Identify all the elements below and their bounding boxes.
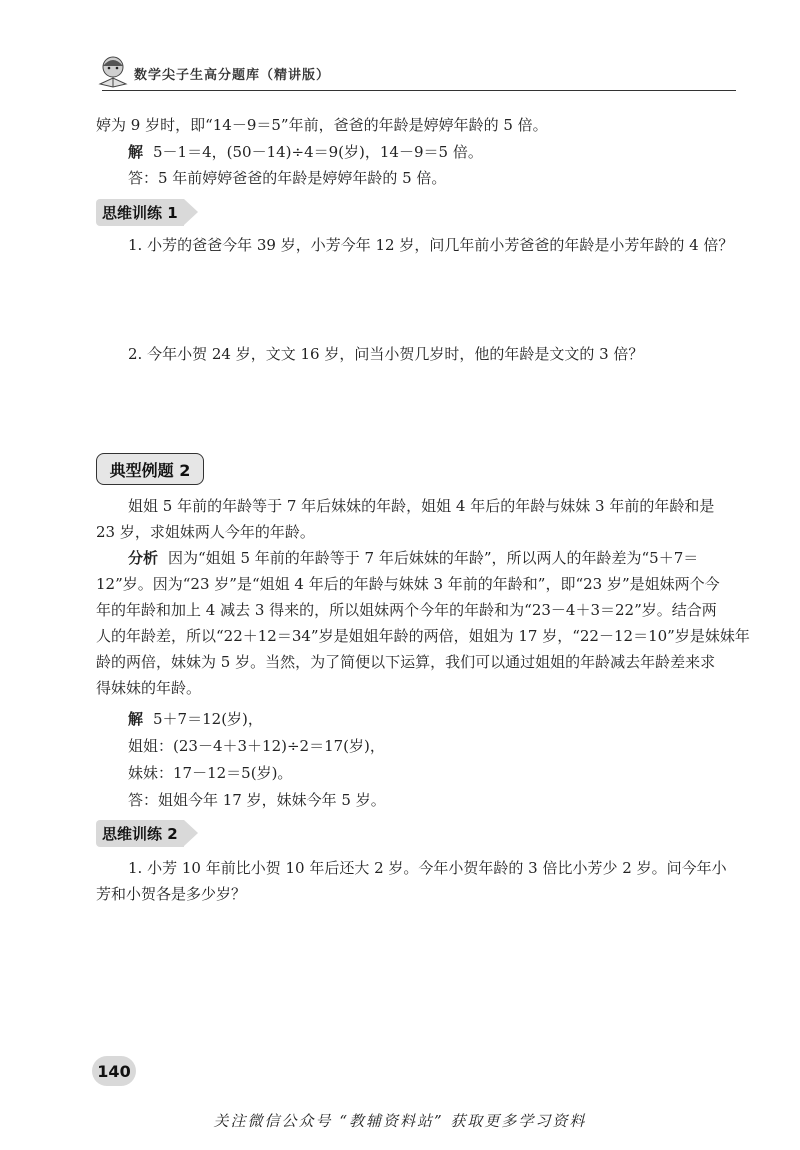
example-2-title: 典型例题 2	[96, 453, 204, 485]
training-2-question-1-line-2: 芳和小贺各是多少岁？	[96, 885, 247, 903]
example-2-problem-line-1: 姐姐 5 年前的年龄等于 7 年后妹妹的年龄，姐姐 4 年后的年龄与妹妹 3 年前的年龄和是	[128, 497, 715, 515]
analysis-text-1: 因为“姐姐 5 年前的年龄等于 7 年后妹妹的年龄”，所以两人的年龄差为“5＋7＝	[168, 549, 699, 567]
training-2-label: 思维训练 2	[96, 820, 184, 847]
analysis-line-5: 龄的两倍，妹妹为 5 岁。当然，为了简便以下运算，我们可以通过姐姐的年龄减去年龄差来求	[96, 653, 716, 671]
training-2-tag	[96, 820, 198, 846]
training-1-tag	[96, 199, 198, 225]
solution-line-3: 妹妹：17－12＝5(岁)。	[128, 764, 293, 782]
header-divider	[102, 90, 736, 91]
example-2-problem-line-2: 23 岁，求姐妹两人今年的年龄。	[96, 523, 315, 541]
analysis-line-2: 12”岁。因为“23 岁”是“姐姐 4 年后的年龄与妹妹 3 年前的年龄和”，即“23 岁”是姐妹两个今	[96, 575, 720, 593]
student-mascot-icon	[96, 54, 130, 88]
solution-label-2: 解	[128, 710, 144, 728]
solution-answer: 答：姐姐今年 17 岁，妹妹今年 5 岁。	[128, 791, 386, 809]
analysis-line-6: 得妹妹的年龄。	[96, 679, 202, 697]
training-1-question-2: 2. 今年小贺 24 岁，文文 16 岁，问当小贺几岁时，他的年龄是文文的 3 倍？	[128, 345, 644, 363]
footer-note: 关注微信公众号 “教辅资料站” 获取更多学习资料	[213, 1112, 587, 1130]
solution-line-2: 姐姐：(23－4＋3＋12)÷2＝17(岁)，	[128, 737, 385, 755]
analysis-line-4: 人的年龄差，所以“22＋12＝34”岁是姐姐年龄的两倍，姐姐为 17 岁，“22－12＝10”岁是妹妹年	[96, 627, 750, 645]
solution-line-1	[128, 707, 263, 731]
prev-example-continuation: 婷为 9 岁时，即“14－9＝5”年前，爸爸的年龄是婷婷年龄的 5 倍。	[96, 116, 548, 134]
solution-text-1: 5＋7＝12(岁)，	[153, 710, 263, 728]
tag-arrow-icon	[184, 820, 198, 846]
page-number: 140	[92, 1056, 136, 1086]
prev-solution-text: 5－1＝4，(50－14)÷4＝9(岁)，14－9＝5 倍。	[153, 143, 483, 161]
training-2-question-1-line-1: 1. 小芳 10 年前比小贺 10 年后还大 2 岁。今年小贺年龄的 3 倍比小芳少 2 岁。问今年小	[128, 859, 727, 877]
tag-arrow-icon	[184, 199, 198, 225]
analysis-line-3: 年的年龄和加上 4 减去 3 得来的，所以姐妹两个今年的年龄和为“23－4＋3＝22”岁。结合两	[96, 601, 717, 619]
solution-label: 解	[128, 143, 144, 161]
analysis-label: 分析	[128, 549, 159, 567]
analysis-line-1	[128, 546, 698, 570]
training-1-label: 思维训练 1	[96, 199, 184, 226]
prev-solution-line	[128, 140, 483, 164]
page-header	[96, 50, 736, 96]
prev-answer: 答：5 年前婷婷爸爸的年龄是婷婷年龄的 5 倍。	[128, 169, 447, 187]
training-1-question-1: 1. 小芳的爸爸今年 39 岁，小芳今年 12 岁，问几年前小芳爸爸的年龄是小芳年龄的 4 倍？	[128, 236, 734, 254]
book-title: 数学尖子生高分题库（精讲版）	[134, 68, 331, 83]
